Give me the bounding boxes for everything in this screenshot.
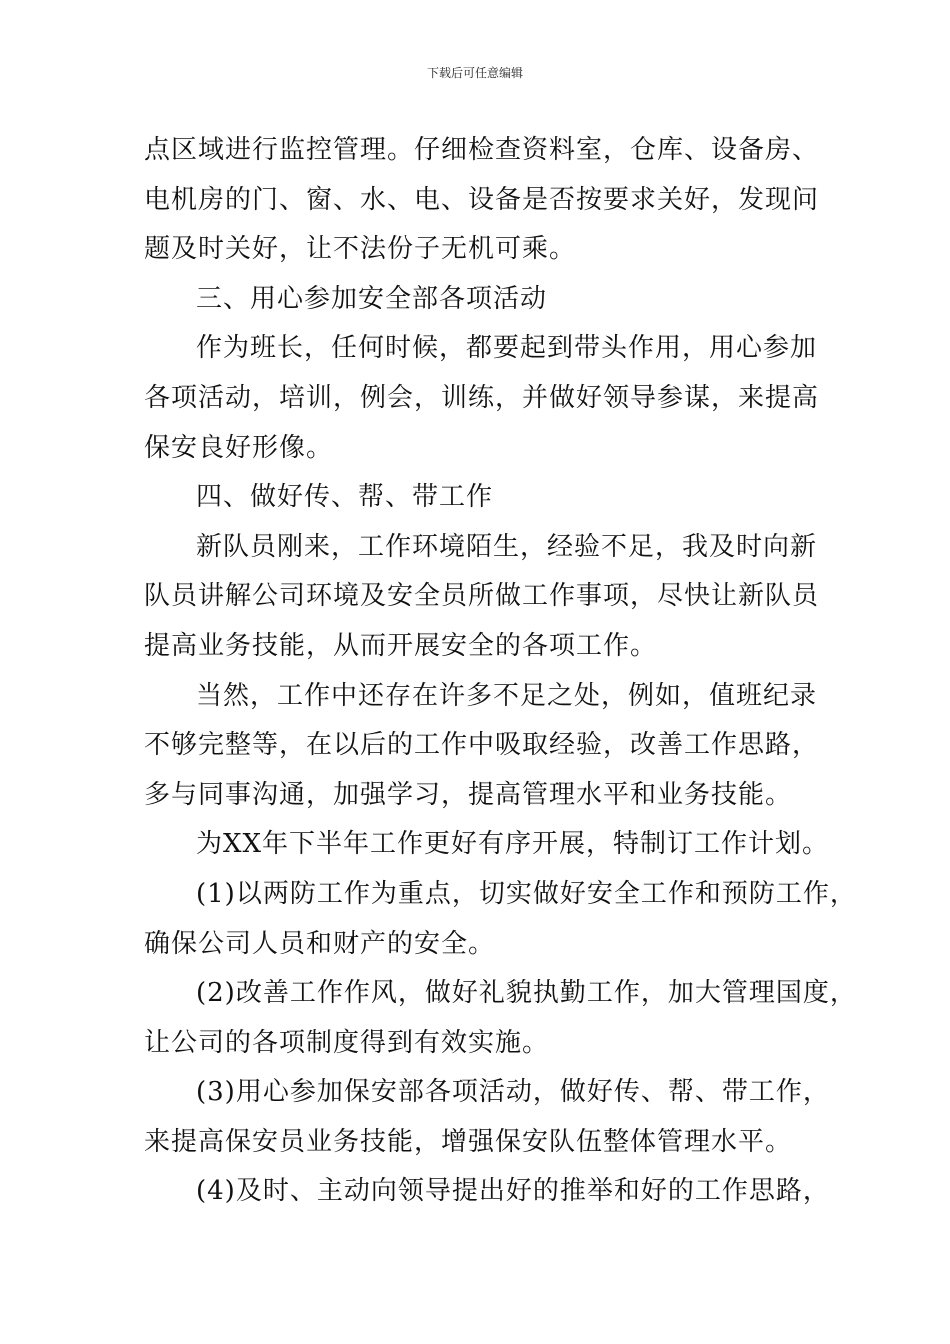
text-line: 新队员刚来，工作环境陌生，经验不足，我及时向新 bbox=[196, 531, 818, 562]
text-line: 让公司的各项制度得到有效实施。 bbox=[144, 1027, 550, 1058]
text-line: 多与同事沟通，加强学习，提高管理水平和业务技能。 bbox=[144, 779, 793, 810]
text-line: 提高业务技能，从而开展安全的各项工作。 bbox=[144, 630, 658, 661]
text-line: 点区域进行监控管理。仔细检查资料室，仓库、设备房、 bbox=[144, 135, 820, 165]
text-line: 保安良好形像。 bbox=[144, 432, 334, 463]
paragraph-5 bbox=[144, 820, 830, 870]
text-line: (2)改善工作作风，做好礼貌执勤工作，加大管理国度， bbox=[196, 978, 857, 1009]
heading-line: 四、做好传、帮、带工作 bbox=[196, 482, 494, 513]
text-line: 为XX年下半年工作更好有序开展，特制订工作计划。 bbox=[196, 829, 830, 860]
text-line: 来提高保安员业务技能，增强保安队伍整体管理水平。 bbox=[144, 1126, 793, 1157]
section-heading-3 bbox=[144, 275, 824, 325]
text-line: (3)用心参加保安部各项活动，做好传、帮、带工作， bbox=[196, 1077, 830, 1108]
plan-item-2 bbox=[144, 969, 857, 1068]
page-header: 下载后可任意编辑 bbox=[426, 66, 523, 80]
paragraph-3 bbox=[144, 523, 824, 672]
text-line: 当然，工作中还存在许多不足之处，例如，值班纪录 bbox=[196, 680, 818, 711]
plan-item-1 bbox=[144, 870, 857, 969]
text-line: 各项活动，培训，例会，训练，并做好领导参谋，来提高 bbox=[144, 382, 820, 413]
document-body bbox=[144, 126, 857, 1217]
text-line: 队员讲解公司环境及安全员所做工作事项，尽快让新队员 bbox=[144, 581, 820, 612]
text-line: 不够完整等，在以后的工作中吸取经验，改善工作思路， bbox=[144, 730, 820, 761]
text-line: 电机房的门、窗、水、电、设备是否按要求关好，发现问 bbox=[144, 184, 820, 215]
paragraph-4 bbox=[144, 672, 824, 821]
text-line: (4)及时、主动向领导提出好的推举和好的工作思路， bbox=[196, 1176, 830, 1207]
plan-item-3 bbox=[144, 1068, 830, 1167]
paragraph-1 bbox=[144, 126, 824, 275]
text-line: (1)以两防工作为重点，切实做好安全工作和预防工作， bbox=[196, 878, 857, 909]
heading-line: 三、用心参加安全部各项活动 bbox=[196, 283, 548, 314]
plan-item-4 bbox=[144, 1167, 830, 1217]
section-heading-4 bbox=[144, 473, 824, 523]
text-line: 确保公司人员和财产的安全。 bbox=[144, 928, 496, 959]
paragraph-2 bbox=[144, 324, 824, 473]
text-line: 作为班长，任何时候，都要起到带头作用，用心参加 bbox=[196, 333, 818, 364]
text-line: 题及时关好，让不法份子无机可乘。 bbox=[144, 234, 577, 265]
